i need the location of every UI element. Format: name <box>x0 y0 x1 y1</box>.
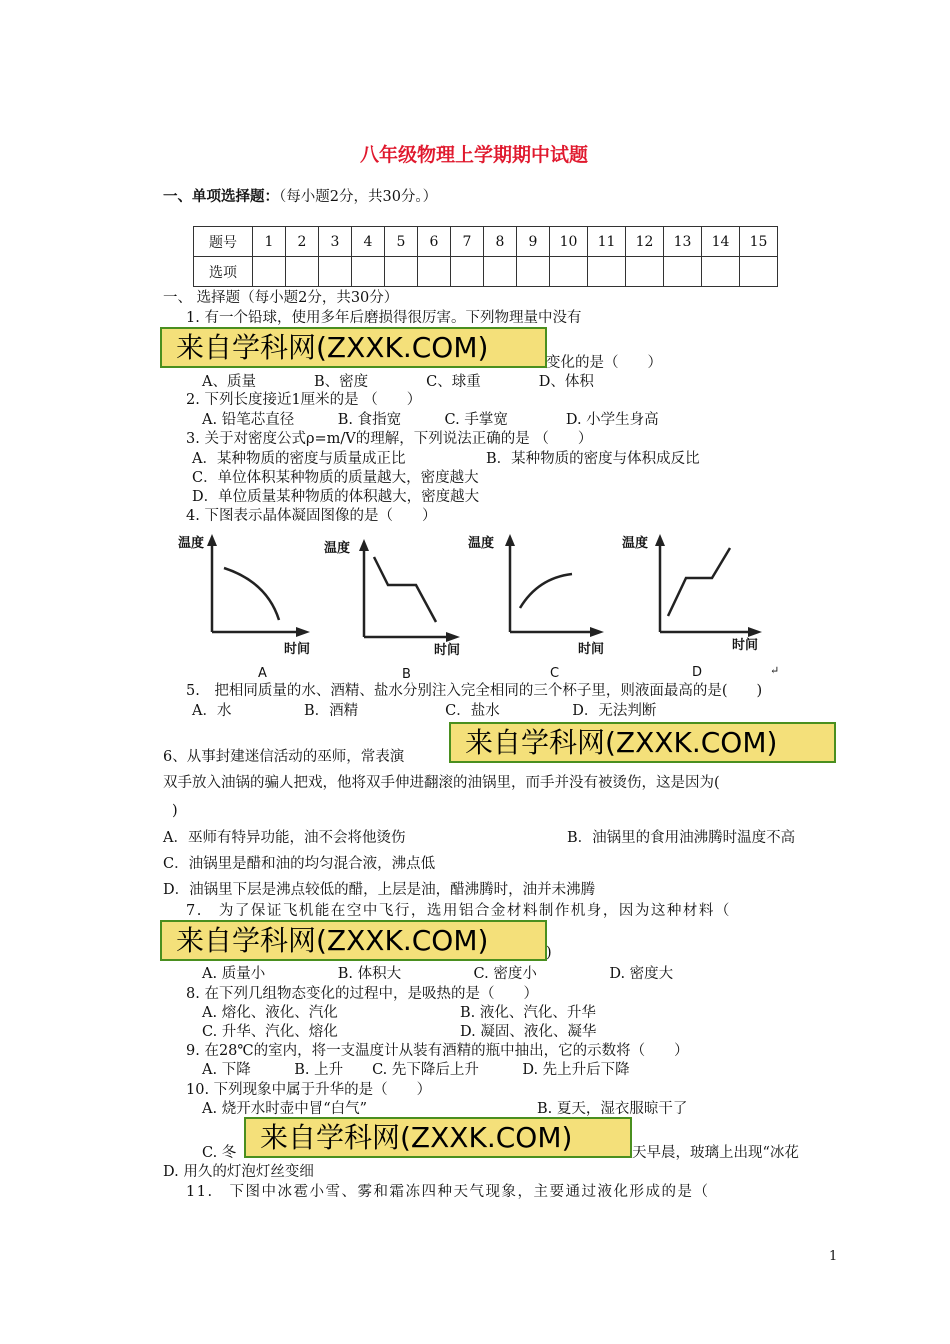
q8-stem: 8. 在下列几组物态变化的过程中，是吸热的是（ ） <box>186 986 538 1002</box>
graph-b <box>322 537 462 682</box>
answer-table-header-cell: 13 <box>664 227 702 257</box>
q3-option-c: C．单位体积某种物质的质量越大，密度越大 <box>192 470 479 486</box>
q3-option-d: D．单位质量某种物质的体积越大，密度越大 <box>192 489 480 505</box>
q8-option-d: D. 凝固、液化、凝华 <box>460 1024 597 1040</box>
q10-option-d: D. 用久的灯泡灯丝变细 <box>163 1164 314 1180</box>
answer-cell[interactable] <box>319 257 352 287</box>
answer-table-header-cell: 14 <box>702 227 740 257</box>
q2-options: A. 铅笔芯直径 B. 食指宽 C. 手掌宽 D. 小学生身高 <box>202 412 659 428</box>
graph-option-label: C <box>550 666 560 681</box>
q1-stem: 1. 有一个铅球，使用多年后磨损得很厉害。下列物理量中没有 <box>186 310 582 326</box>
answer-cell[interactable] <box>484 257 517 287</box>
q4-stem: 4. 下图表示晶体凝固图像的是（ ） <box>186 508 437 524</box>
q8-option-a: A. 熔化、液化、汽化 <box>202 1005 338 1021</box>
answer-cell[interactable] <box>702 257 740 287</box>
graph-a <box>172 532 312 681</box>
section-heading-note: （每小题2分，共30分。） <box>279 189 438 205</box>
answer-table-header-cell: 4 <box>352 227 385 257</box>
q6-stem: 6、从事封建迷信活动的巫师，常表演 <box>163 749 405 765</box>
q7-stem: 7. 为了保证飞机能在空中飞行，选用铝合金材料制作机身，因为这种材料（ <box>186 903 731 919</box>
watermark-banner: 来自学科网(ZXXK.COM) <box>160 920 547 961</box>
answer-cell[interactable] <box>352 257 385 287</box>
answer-table-answer-row <box>194 257 778 287</box>
q3-stem: 3. 关于对密度公式ρ=m/V的理解，下列说法正确的是 （ ） <box>186 431 593 447</box>
q11-stem: 11. 下图中冰雹小雪、雾和霜冻四种天气现象，主要通过液化形成的是（ <box>186 1184 710 1200</box>
answer-table-header-cell: 12 <box>626 227 664 257</box>
q3-option-b: B．某种物质的密度与体积成反比 <box>486 451 700 467</box>
answer-cell[interactable] <box>418 257 451 287</box>
q5-stem: 5. 把相同质量的水、酒精、盐水分别注入完全相同的三个杯子里，则液面最高的是( ) <box>186 683 763 699</box>
page-title: 八年级物理上学期期中试题 <box>360 144 589 166</box>
graph-y-label: 温度 <box>622 536 649 551</box>
answer-table-row-label: 选项 <box>194 257 253 287</box>
answer-cell[interactable] <box>451 257 484 287</box>
answer-cell[interactable] <box>253 257 286 287</box>
q6-option-b: B．油锅里的食用油沸腾时温度不高 <box>567 830 796 846</box>
answer-table-header-cell: 10 <box>550 227 588 257</box>
section-heading-label: 一、单项选择题： <box>163 188 279 205</box>
answer-cell[interactable] <box>664 257 702 287</box>
graph-x-label: 时间 <box>578 642 605 657</box>
graph-option-label: B <box>402 667 411 682</box>
q6-option-a: A．巫师有特异功能，油不会将他烫伤 <box>163 830 406 846</box>
q1-options: A、质量 B、密度 C、球重 D、体积 <box>202 374 594 390</box>
section-heading <box>163 188 437 206</box>
watermark-banner: 来自学科网(ZXXK.COM) <box>449 722 836 763</box>
q6-option-c: C．油锅里是醋和油的均匀混合液，沸点低 <box>163 856 436 872</box>
q5-options: A．水 B．酒精 C．盐水 D．无法判断 <box>192 703 657 719</box>
answer-cell[interactable] <box>517 257 550 287</box>
q10-option-c: C. 冬 <box>202 1145 237 1161</box>
graph-y-label: 温度 <box>324 541 351 556</box>
watermark-banner: 来自学科网(ZXXK.COM) <box>244 1117 632 1158</box>
answer-table-header-cell: 11 <box>588 227 626 257</box>
graph-d <box>620 532 780 680</box>
q6-stem-close: ) <box>172 803 178 819</box>
q10-option-b: B. 夏天，湿衣服晾干了 <box>537 1101 688 1117</box>
q8-option-c: C. 升华、汽化、熔化 <box>202 1024 338 1040</box>
answer-table-header-cell: 1 <box>253 227 286 257</box>
answer-table-header-cell: 7 <box>451 227 484 257</box>
graph-option-label: D <box>692 665 703 680</box>
graph-x-label: 时间 <box>284 642 311 657</box>
q2-stem: 2. 下列长度接近1厘米的是 （ ） <box>186 392 422 408</box>
q10-stem: 10. 下列现象中属于升华的是（ ） <box>186 1082 432 1098</box>
answer-table-header-cell: 5 <box>385 227 418 257</box>
answer-table-header-cell: 15 <box>740 227 778 257</box>
answer-cell[interactable] <box>385 257 418 287</box>
q6-option-d: D．油锅里下层是沸点较低的醋，上层是油，醋沸腾时，油并未沸腾 <box>163 882 596 898</box>
q9-stem: 9. 在28℃的室内，将一支温度计从装有酒精的瓶中抽出，它的示数将（ ） <box>186 1043 689 1059</box>
answer-cell[interactable] <box>286 257 319 287</box>
answer-table-number-row <box>194 227 778 257</box>
watermark-banner: 来自学科网(ZXXK.COM) <box>160 327 547 368</box>
q10-option-a: A. 烧开水时壶中冒“白气” <box>202 1101 368 1117</box>
answer-cell[interactable] <box>740 257 778 287</box>
page-number: 1 <box>829 1249 838 1264</box>
q7-stem-close: ) <box>546 945 552 961</box>
q3-option-a: A．某种物质的密度与质量成正比 <box>192 451 406 467</box>
q1-stem-end: 变化的是（ ） <box>546 355 662 371</box>
answer-table-header-cell: 2 <box>286 227 319 257</box>
q8-option-b: B. 液化、汽化、升华 <box>460 1005 596 1021</box>
answer-table-header-cell: 6 <box>418 227 451 257</box>
answer-table-header-cell: 3 <box>319 227 352 257</box>
q9-options: A. 下降 B. 上升 C. 先下降后上升 D. 先上升后下降 <box>202 1062 630 1078</box>
graph-y-label: 温度 <box>178 536 205 551</box>
graph-option-label: A <box>258 666 267 681</box>
answer-table <box>193 226 778 287</box>
answer-table-header-cell: 8 <box>484 227 517 257</box>
answer-cell[interactable] <box>550 257 588 287</box>
graph-x-label: 时间 <box>732 638 759 653</box>
answer-cell[interactable] <box>588 257 626 287</box>
graph-c <box>466 532 606 681</box>
graph-y-label: 温度 <box>468 536 495 551</box>
section-heading-repeat: 一、 选择题（每小题2分，共30分） <box>163 290 399 306</box>
return-mark: ↵ <box>770 664 780 677</box>
q6-stem-continued: 双手放入油锅的骗人把戏，他将双手伸进翻滚的油锅里，而手并没有被烫伤，这是因为( <box>163 775 720 791</box>
answer-cell[interactable] <box>626 257 664 287</box>
q7-options: A. 质量小 B. 体积大 C. 密度小 D. 密度大 <box>202 966 674 982</box>
graph-x-label: 时间 <box>434 643 461 658</box>
q10-option-c-continued: 天早晨，玻璃上出现“冰花 <box>632 1145 799 1161</box>
answer-table-row-label: 题号 <box>194 227 253 257</box>
answer-table-header-cell: 9 <box>517 227 550 257</box>
